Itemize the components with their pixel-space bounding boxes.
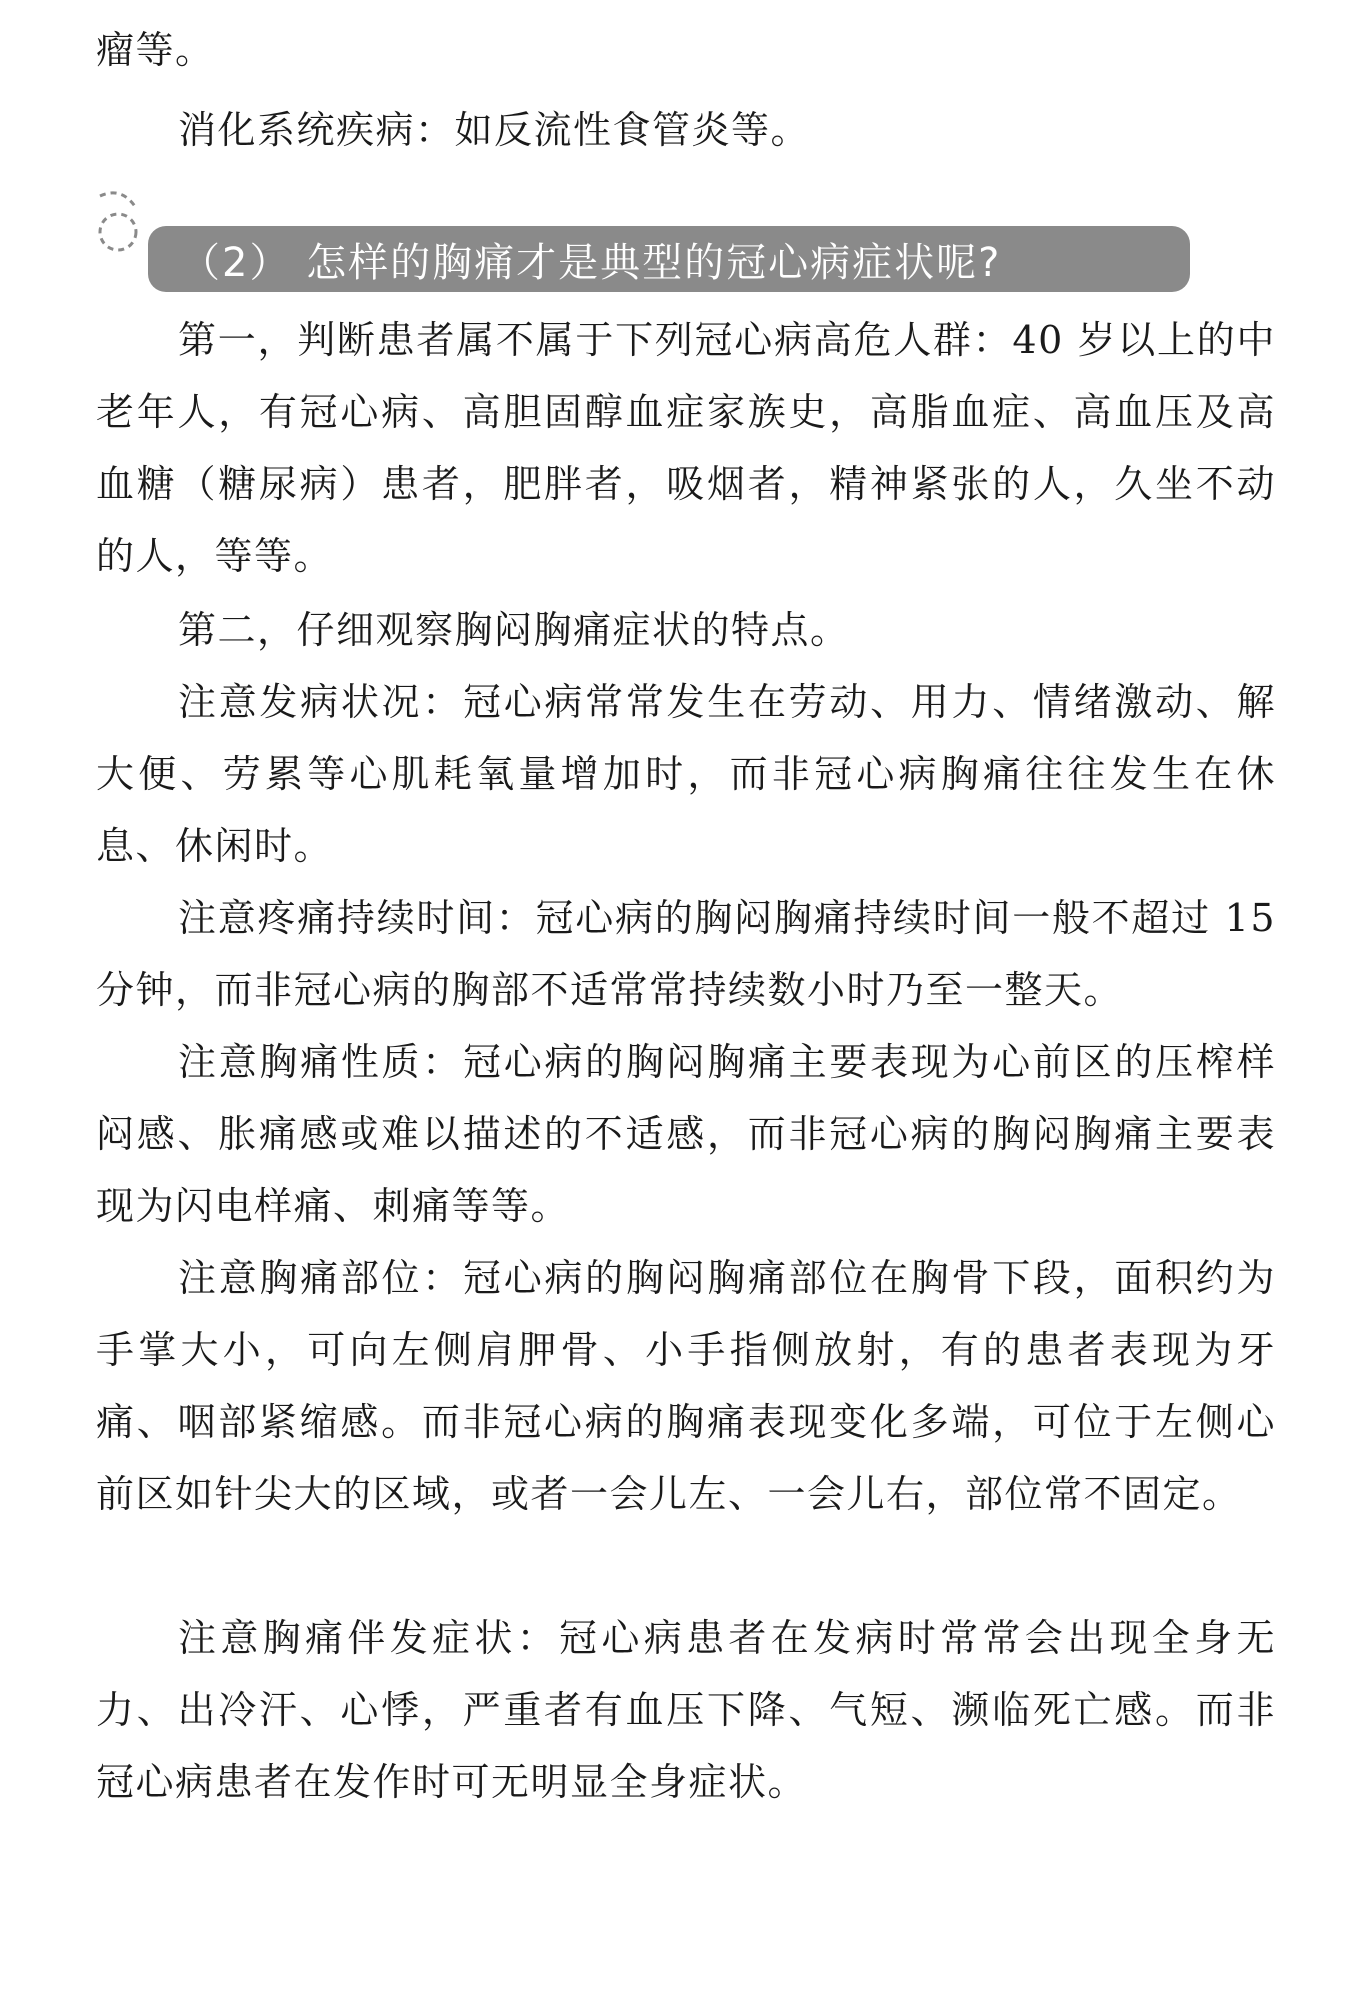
paragraph-onset-conditions: 注意发病状况：冠心病常常发生在劳动、用力、情绪激动、解大便、劳累等心肌耗氧量增加时，而非冠心病胸痛往往发生在休息、休闲时。 (96, 680, 1276, 868)
paragraph-pain-duration: 注意疼痛持续时间：冠心病的胸闷胸痛持续时间一般不超过 15 分钟，而非冠心病的胸部不适常常持续数小时乃至一整天。 (96, 896, 1276, 1012)
section-heading: （2） 怎样的胸痛才是典型的冠心病症状呢? (180, 239, 1002, 286)
paragraph-pain-nature: 注意胸痛性质：冠心病的胸闷胸痛主要表现为心前区的压榨样闷感、胀痛感或难以描述的不适感，而非冠心病的胸闷胸痛主要表现为闪电样痛、刺痛等等。 (96, 1040, 1276, 1228)
section-heading-bar (148, 226, 1190, 292)
paragraph-accompanying-symptoms: 注意胸痛伴发症状：冠心病患者在发病时常常会出现全身无力、出冷汗、心悸，严重者有血压下降、气短、濒临死亡感。而非冠心病患者在发作时可无明显全身症状。 (96, 1616, 1276, 1804)
paragraph-pain-location: 注意胸痛部位：冠心病的胸闷胸痛部位在胸骨下段，面积约为手掌大小，可向左侧肩胛骨、小手指侧放射，有的患者表现为牙痛、咽部紧缩感。而非冠心病的胸痛表现变化多端，可位于左侧心前区如针尖大的区域，或者一会儿左、一会儿右，部位常不固定。 (96, 1256, 1276, 1516)
paragraph-continued: 瘤等。 (96, 28, 215, 72)
paragraph-high-risk-groups: 第一，判断患者属不属于下列冠心病高危人群：40 岁以上的中老年人，有冠心病、高胆固醇血症家族史，高脂血症、高血压及高血糖（糖尿病）患者，肥胖者，吸烟者，精神紧张的人，久坐不动的人，等等。 (96, 318, 1276, 578)
paragraph-digestive-disease: 消化系统疾病：如反流性食管炎等。 (178, 108, 811, 152)
paragraph-observe-symptoms: 第二，仔细观察胸闷胸痛症状的特点。 (178, 608, 850, 652)
